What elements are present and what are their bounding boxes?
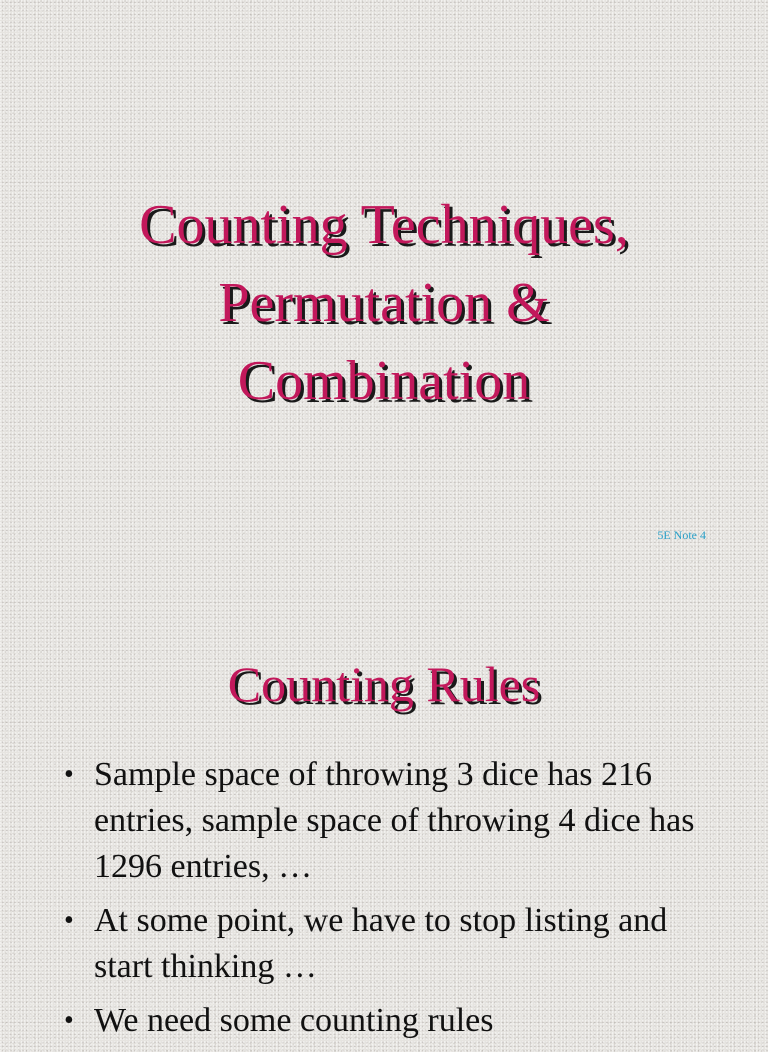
bullet-list	[60, 752, 700, 1052]
slide-note: 5E Note 4	[657, 528, 706, 542]
title-line-1: Counting Techniques,	[139, 194, 629, 256]
bullet-dot-icon: •	[64, 905, 74, 936]
slide-2	[0, 512, 768, 1039]
bullet-dot-icon: •	[64, 759, 74, 790]
title-line-3: Combination	[237, 350, 531, 412]
bullet-text: At some point, we have to stop listing and start thinking …	[94, 902, 668, 985]
bullet-text: We need some counting rules	[94, 1002, 494, 1039]
bullet-item	[60, 998, 700, 1044]
slide-title	[0, 186, 768, 420]
bullet-dot-icon: •	[64, 1005, 74, 1036]
slide-title-counting-rules: Counting Rules	[227, 656, 541, 712]
title-line-2: Permutation &	[218, 272, 550, 334]
bullet-item	[60, 752, 700, 890]
bullet-item	[60, 898, 700, 990]
bullet-text: Sample space of throwing 3 dice has 216 entries, sample space of throwing 4 dice has 1296 entries, …	[94, 756, 695, 885]
